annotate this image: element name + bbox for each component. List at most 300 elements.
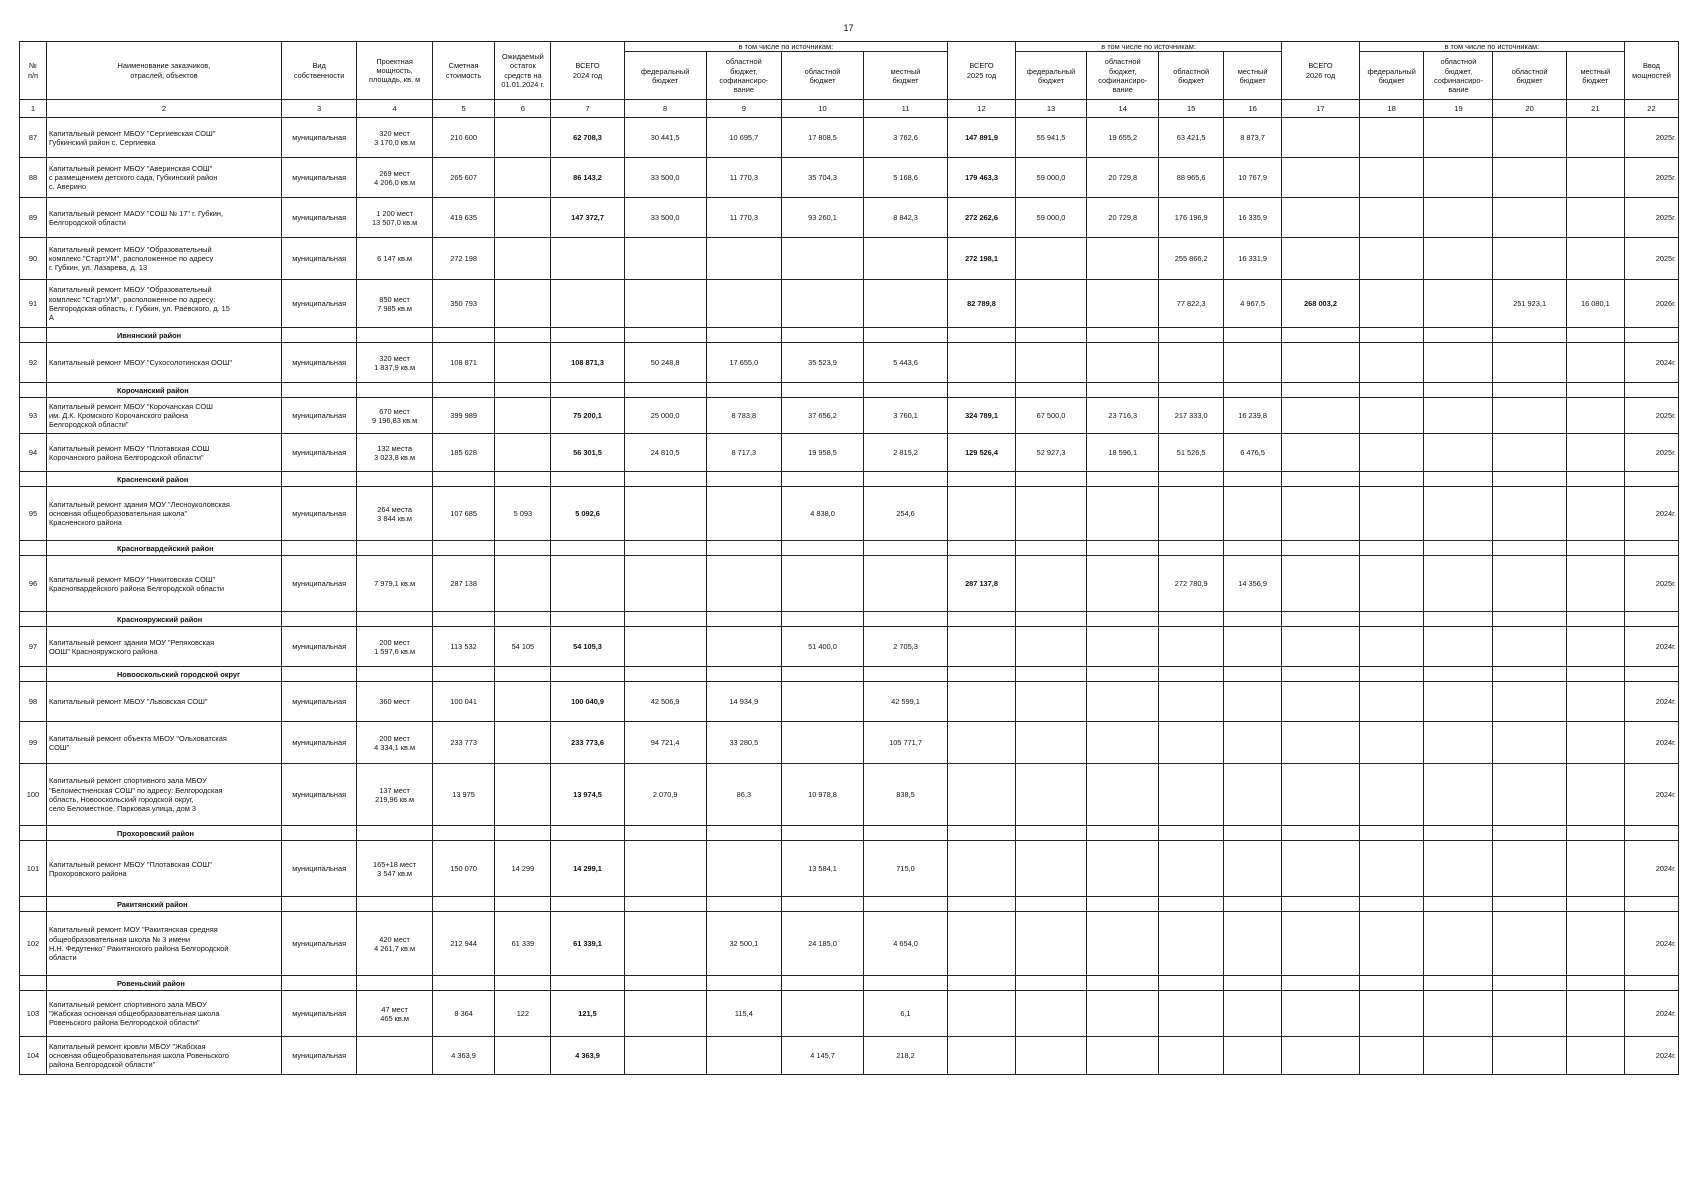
table-cell (624, 238, 706, 280)
section-cell (1159, 541, 1224, 556)
section-cell (706, 328, 781, 343)
column-number: 20 (1493, 100, 1566, 118)
table-cell (1359, 398, 1424, 434)
object-name: Капитальный ремонт МБОУ "Плотавская СОШ Корочанского района Белгородской области" (46, 434, 281, 472)
section-cell (281, 612, 356, 627)
table-cell (1566, 682, 1624, 722)
table-row (20, 198, 1679, 238)
commissioning-year: 2025г. (1624, 398, 1678, 434)
commissioning-year: 2024г. (1624, 912, 1678, 976)
section-cell (1015, 826, 1086, 841)
section-cell (782, 667, 864, 682)
table-cell: 24 810,5 (624, 434, 706, 472)
section-cell (1282, 976, 1360, 991)
section-cell (1624, 472, 1678, 487)
table-cell: 218,2 (863, 1037, 947, 1075)
table-cell (1493, 764, 1566, 826)
table-cell: 55 941,5 (1015, 118, 1086, 158)
commissioning-year: 2024г. (1624, 841, 1678, 897)
object-name: Капитальный ремонт МБОУ "Корочанская СОШ им. Д.К. Кромского Корочанского района Белгородской области" (46, 398, 281, 434)
table-cell (495, 343, 551, 383)
table-cell: 4 363,9 (432, 1037, 495, 1075)
table-cell (1493, 556, 1566, 612)
section-cell (432, 897, 495, 912)
section-cell (1424, 826, 1493, 841)
section-cell (706, 472, 781, 487)
table-cell (495, 1037, 551, 1075)
section-cell (432, 612, 495, 627)
section-cell (948, 612, 1016, 627)
row-number: 97 (20, 627, 47, 667)
table-cell: 52 927,3 (1015, 434, 1086, 472)
section-cell (432, 541, 495, 556)
table-cell: 14 356,9 (1224, 556, 1282, 612)
section-cell (948, 541, 1016, 556)
section-cell (20, 976, 47, 991)
column-number: 6 (495, 100, 551, 118)
table-cell: 16 080,1 (1566, 280, 1624, 328)
table-cell (1566, 556, 1624, 612)
section-cell (706, 612, 781, 627)
object-name: Капитальный ремонт кровли МБОУ "Жабская основная общеобразовательная школа Ровеньского района Белгородской области" (46, 1037, 281, 1075)
table-cell (1015, 682, 1086, 722)
table-cell (1087, 682, 1159, 722)
table-cell (1224, 343, 1282, 383)
section-cell (20, 541, 47, 556)
table-cell: муниципальная (281, 1037, 356, 1075)
table-cell: 8 842,3 (863, 198, 947, 238)
table-cell: 8 717,3 (706, 434, 781, 472)
section-cell (1624, 383, 1678, 398)
table-cell (1282, 556, 1360, 612)
table-cell: 16 331,9 (1224, 238, 1282, 280)
table-cell (495, 556, 551, 612)
table-cell: 82 789,8 (948, 280, 1016, 328)
section-cell (1359, 383, 1424, 398)
table-cell (1015, 764, 1086, 826)
table-cell (1424, 343, 1493, 383)
header-total-2026: ВСЕГО 2026 год (1282, 42, 1360, 100)
section-cell (1493, 472, 1566, 487)
table-cell: 10 767,9 (1224, 158, 1282, 198)
table-cell (948, 841, 1016, 897)
investment-table (19, 41, 1679, 1075)
table-cell: 86 143,2 (551, 158, 624, 198)
table-row (20, 627, 1679, 667)
section-cell (1359, 472, 1424, 487)
section-cell (1566, 328, 1624, 343)
section-cell (948, 383, 1016, 398)
object-name: Капитальный ремонт здания МОУ "Лесноуколовская основная общеобразовательная школа" Красненского района (46, 487, 281, 541)
table-cell: 176 196,9 (1159, 198, 1224, 238)
table-cell (624, 487, 706, 541)
section-cell (1566, 667, 1624, 682)
column-number: 18 (1359, 100, 1424, 118)
section-cell (1015, 612, 1086, 627)
table-cell: 33 280,5 (706, 722, 781, 764)
section-cell (495, 667, 551, 682)
section-cell (624, 472, 706, 487)
column-number: 12 (948, 100, 1016, 118)
table-cell: 100 040,9 (551, 682, 624, 722)
table-cell (624, 280, 706, 328)
section-cell (1224, 383, 1282, 398)
table-cell: 4 145,7 (782, 1037, 864, 1075)
table-cell (1359, 487, 1424, 541)
section-cell (782, 541, 864, 556)
section-cell (551, 897, 624, 912)
section-cell (432, 976, 495, 991)
table-cell: 23 716,3 (1087, 398, 1159, 434)
table-cell: 251 923,1 (1493, 280, 1566, 328)
section-cell (551, 541, 624, 556)
header-federal: федеральный бюджет (624, 52, 706, 100)
section-cell (624, 897, 706, 912)
row-number: 92 (20, 343, 47, 383)
table-cell (1087, 764, 1159, 826)
section-cell (432, 667, 495, 682)
section-cell (357, 897, 432, 912)
table-row (20, 682, 1679, 722)
table-cell: 14 299 (495, 841, 551, 897)
section-cell (1015, 976, 1086, 991)
header-capacity: Проектная мощность, площадь, кв. м (357, 42, 432, 100)
table-cell (1359, 434, 1424, 472)
table-cell (1424, 434, 1493, 472)
table-row (20, 118, 1679, 158)
section-cell (20, 383, 47, 398)
header-sources-2024: в том числе по источникам: (624, 42, 947, 52)
section-title: Новооскольский городской округ (46, 667, 281, 682)
table-cell (782, 280, 864, 328)
section-cell (1087, 667, 1159, 682)
row-number: 102 (20, 912, 47, 976)
table-cell: 47 мест 465 кв.м (357, 991, 432, 1037)
table-cell (1015, 841, 1086, 897)
commissioning-year: 2025г. (1624, 434, 1678, 472)
table-cell (1015, 280, 1086, 328)
row-number: 94 (20, 434, 47, 472)
header-local: местный бюджет (1566, 52, 1624, 100)
column-number: 17 (1282, 100, 1360, 118)
section-cell (357, 826, 432, 841)
table-cell: 42 599,1 (863, 682, 947, 722)
section-cell (1087, 328, 1159, 343)
table-cell: 129 526,4 (948, 434, 1016, 472)
section-cell (551, 976, 624, 991)
table-cell (1359, 198, 1424, 238)
table-cell (1566, 198, 1624, 238)
section-cell (1282, 897, 1360, 912)
column-number: 11 (863, 100, 947, 118)
section-cell (1015, 541, 1086, 556)
section-cell (948, 826, 1016, 841)
section-cell (1359, 976, 1424, 991)
section-cell (1159, 976, 1224, 991)
table-cell (1224, 991, 1282, 1037)
table-cell: 399 989 (432, 398, 495, 434)
table-cell: 122 (495, 991, 551, 1037)
table-cell: 67 500,0 (1015, 398, 1086, 434)
table-cell (782, 682, 864, 722)
table-cell (1493, 198, 1566, 238)
table-cell (1424, 238, 1493, 280)
table-cell (1424, 991, 1493, 1037)
table-cell (1282, 118, 1360, 158)
table-cell: 254,6 (863, 487, 947, 541)
header-local: местный бюджет (1224, 52, 1282, 100)
section-cell (1159, 897, 1224, 912)
section-cell (1424, 667, 1493, 682)
section-cell (1224, 328, 1282, 343)
table-row (20, 343, 1679, 383)
section-cell (1282, 472, 1360, 487)
table-cell (948, 722, 1016, 764)
section-cell (1159, 667, 1224, 682)
table-row (20, 912, 1679, 976)
section-cell (863, 667, 947, 682)
table-cell (1493, 841, 1566, 897)
column-number: 3 (281, 100, 356, 118)
section-cell (1624, 612, 1678, 627)
header-remaining: Ожидаемый остаток средств на 01.01.2024 г. (495, 42, 551, 100)
object-name: Капитальный ремонт МБОУ "Аверинская СОШ" с размещением детского сада, Губкинский район с. Аверино (46, 158, 281, 198)
table-cell (782, 238, 864, 280)
table-cell: 11 770,3 (706, 158, 781, 198)
table-cell: муниципальная (281, 158, 356, 198)
section-cell (551, 328, 624, 343)
table-cell: 33 500,0 (624, 198, 706, 238)
header-estimate: Сметная стоимость (432, 42, 495, 100)
section-cell (357, 541, 432, 556)
table-cell (1424, 280, 1493, 328)
table-cell (1566, 912, 1624, 976)
table-cell: 5 168,6 (863, 158, 947, 198)
section-cell (1424, 383, 1493, 398)
table-cell: 16 239,8 (1224, 398, 1282, 434)
table-row (20, 841, 1679, 897)
table-cell: 37 656,2 (782, 398, 864, 434)
table-cell: 200 мест 1 597,6 кв.м (357, 627, 432, 667)
section-cell (281, 976, 356, 991)
table-cell (1359, 343, 1424, 383)
section-cell (281, 328, 356, 343)
section-cell (20, 667, 47, 682)
table-cell: 179 463,3 (948, 158, 1016, 198)
table-cell (1359, 1037, 1424, 1075)
table-cell (1159, 841, 1224, 897)
table-cell (1566, 434, 1624, 472)
table-cell: 33 500,0 (624, 158, 706, 198)
table-cell (1159, 682, 1224, 722)
commissioning-year: 2025г. (1624, 158, 1678, 198)
table-cell: 200 мест 4 334,1 кв.м (357, 722, 432, 764)
section-cell (551, 383, 624, 398)
row-number: 100 (20, 764, 47, 826)
table-cell (1282, 343, 1360, 383)
section-cell (551, 612, 624, 627)
table-cell: 13 975 (432, 764, 495, 826)
row-number: 87 (20, 118, 47, 158)
table-cell: 51 526,5 (1159, 434, 1224, 472)
section-cell (495, 897, 551, 912)
table-cell (495, 118, 551, 158)
section-cell (1493, 667, 1566, 682)
table-cell (624, 912, 706, 976)
section-cell (1424, 328, 1493, 343)
section-cell (706, 976, 781, 991)
object-name: Капитальный ремонт МБОУ "Сергиевская СОШ" Губкинский район с. Сергиевка (46, 118, 281, 158)
table-cell: 150 070 (432, 841, 495, 897)
table-cell (1282, 198, 1360, 238)
table-cell: 320 мест 1 837,9 кв.м (357, 343, 432, 383)
table-cell (1282, 434, 1360, 472)
commissioning-year: 2025г. (1624, 238, 1678, 280)
section-cell (624, 612, 706, 627)
section-cell (948, 472, 1016, 487)
table-cell (1493, 912, 1566, 976)
section-cell (1087, 541, 1159, 556)
section-cell (1224, 826, 1282, 841)
table-cell: 137 мест 219,96 кв.м (357, 764, 432, 826)
section-cell (357, 667, 432, 682)
header-total-2025: ВСЕГО 2025 год (948, 42, 1016, 100)
table-cell (1566, 991, 1624, 1037)
object-name: Капитальный ремонт объекта МБОУ "Ольховатская СОШ" (46, 722, 281, 764)
section-cell (782, 328, 864, 343)
table-cell: 272 262,6 (948, 198, 1016, 238)
section-cell (495, 328, 551, 343)
section-cell (1493, 328, 1566, 343)
header-regional: областной бюджет (1493, 52, 1566, 100)
section-cell (1624, 328, 1678, 343)
section-cell (1224, 541, 1282, 556)
table-cell: 8 783,8 (706, 398, 781, 434)
table-cell (948, 682, 1016, 722)
section-cell (20, 612, 47, 627)
table-cell: 6 476,5 (1224, 434, 1282, 472)
table-cell: 10 978,8 (782, 764, 864, 826)
table-cell: 113 532 (432, 627, 495, 667)
table-cell (1566, 841, 1624, 897)
table-cell (1282, 841, 1360, 897)
table-cell (551, 556, 624, 612)
section-cell (20, 328, 47, 343)
section-cell (1624, 541, 1678, 556)
table-cell (1424, 1037, 1493, 1075)
section-cell (281, 541, 356, 556)
section-cell (1359, 826, 1424, 841)
section-cell (863, 541, 947, 556)
table-cell (1015, 556, 1086, 612)
section-cell (281, 826, 356, 841)
section-row (20, 826, 1679, 841)
table-cell: 324 789,1 (948, 398, 1016, 434)
header-name: Наименование заказчиков, отраслей, объектов (46, 42, 281, 100)
table-cell: 13 584,1 (782, 841, 864, 897)
table-cell (1087, 1037, 1159, 1075)
table-cell (948, 627, 1016, 667)
section-cell (495, 541, 551, 556)
section-cell (281, 897, 356, 912)
table-cell: 62 708,3 (551, 118, 624, 158)
section-cell (1566, 612, 1624, 627)
row-number: 93 (20, 398, 47, 434)
header-commissioning: Ввод мощностей (1624, 42, 1678, 100)
table-cell (1566, 238, 1624, 280)
table-cell: 287 137,8 (948, 556, 1016, 612)
section-row (20, 976, 1679, 991)
header-regional: областной бюджет (782, 52, 864, 100)
column-number: 16 (1224, 100, 1282, 118)
row-number: 89 (20, 198, 47, 238)
section-cell (1015, 328, 1086, 343)
section-cell (863, 383, 947, 398)
section-cell (782, 826, 864, 841)
column-number: 7 (551, 100, 624, 118)
table-cell: муниципальная (281, 398, 356, 434)
table-cell: 2 705,3 (863, 627, 947, 667)
section-cell (1087, 383, 1159, 398)
table-cell (1424, 487, 1493, 541)
section-title: Краснояружский район (46, 612, 281, 627)
table-cell (624, 627, 706, 667)
table-cell (1424, 398, 1493, 434)
commissioning-year: 2025г. (1624, 198, 1678, 238)
table-cell (1493, 434, 1566, 472)
header-regional-cofin: областной бюджет, софинансиро- вание (1087, 52, 1159, 100)
table-cell (1282, 722, 1360, 764)
header-sources-2026: в том числе по источникам: (1359, 42, 1624, 52)
table-cell (706, 487, 781, 541)
table-cell (1224, 722, 1282, 764)
table-cell: 51 400,0 (782, 627, 864, 667)
section-cell (624, 383, 706, 398)
section-cell (432, 472, 495, 487)
table-cell (1493, 238, 1566, 280)
table-cell: 7 979,1 кв.м (357, 556, 432, 612)
table-cell (495, 434, 551, 472)
table-cell (495, 280, 551, 328)
table-row (20, 158, 1679, 198)
table-cell (1359, 991, 1424, 1037)
table-cell (863, 556, 947, 612)
table-cell (624, 991, 706, 1037)
table-cell (1087, 343, 1159, 383)
column-number: 19 (1424, 100, 1493, 118)
table-cell (1159, 912, 1224, 976)
table-cell (1087, 991, 1159, 1037)
table-cell: 18 596,1 (1087, 434, 1159, 472)
table-cell (782, 991, 864, 1037)
section-cell (1282, 826, 1360, 841)
table-cell (1359, 722, 1424, 764)
section-cell (1566, 826, 1624, 841)
column-number: 14 (1087, 100, 1159, 118)
section-cell (1224, 897, 1282, 912)
table-cell: 233 773 (432, 722, 495, 764)
section-cell (1359, 897, 1424, 912)
table-cell (1493, 118, 1566, 158)
commissioning-year: 2024г. (1624, 343, 1678, 383)
table-cell (551, 280, 624, 328)
section-cell (1282, 383, 1360, 398)
table-cell (624, 841, 706, 897)
table-row (20, 556, 1679, 612)
section-cell (948, 976, 1016, 991)
table-cell (948, 764, 1016, 826)
page-number: 17 (843, 23, 854, 33)
